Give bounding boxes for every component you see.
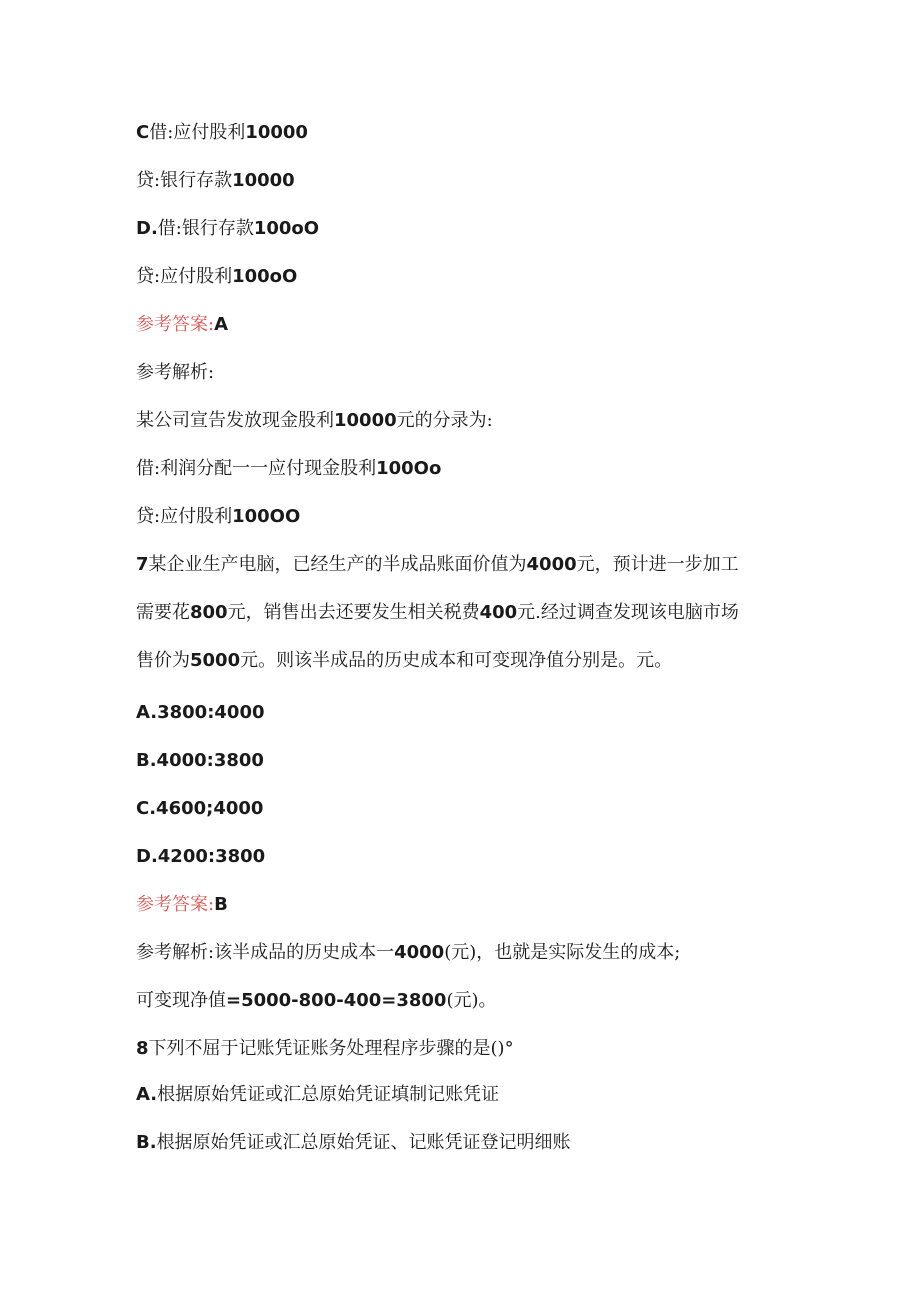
answer-line: [136, 312, 860, 338]
text-run: 元的分录为:: [396, 410, 493, 431]
text-run: 借:应付股利: [149, 122, 246, 143]
text-line: [136, 988, 860, 1014]
text-run: 参考答案:: [136, 314, 215, 335]
bold-run: 100oO: [253, 218, 320, 239]
text-run: 某企业生产电脑，已经生产的半成品账面价值为: [148, 554, 527, 575]
text-run: 贷:银行存款: [136, 170, 233, 191]
bold-run: 400: [479, 602, 518, 623]
bold-run: 100Oo: [376, 458, 442, 479]
bold-run: 100oO: [232, 266, 298, 287]
bold-run: A: [214, 314, 229, 335]
text-run: 元，预计进一步加工: [576, 554, 739, 575]
bold-run: C.4600;4000: [136, 798, 264, 819]
text-run: (元)，也就是实际发生的成本;: [444, 942, 681, 963]
bold-run: 5000: [190, 650, 241, 671]
text-run: (元)。: [446, 990, 497, 1011]
answer-line: [136, 892, 860, 918]
text-run: 元。则该半成品的历史成本和可变现净值分别是。元。: [240, 650, 673, 671]
bold-run: 10000: [232, 170, 295, 191]
text-run: 下列不屈于记账凭证账务处理程序步骤的是()°: [148, 1038, 514, 1059]
bold-run: 7: [136, 554, 149, 575]
text-run: 根据原始凭证或汇总原始凭证、记账凭证登记明细账: [156, 1132, 571, 1153]
text-run: 参考解析:该半成品的历史成本一: [136, 942, 395, 963]
text-line: [136, 700, 860, 726]
bold-run: 800: [190, 602, 228, 623]
text-run: 某公司宣告发放现金股利: [136, 410, 334, 431]
text-run: 贷:应付股利: [136, 266, 233, 287]
bold-run: 8: [136, 1038, 149, 1059]
text-line: [136, 552, 860, 578]
text-run: 元.经过调查发现该电脑市场: [517, 602, 739, 623]
bold-run: B.: [136, 1132, 157, 1153]
bold-run: 4000: [394, 942, 445, 963]
bold-run: B: [214, 894, 228, 915]
bold-run: =5000-800-400=3800: [226, 990, 447, 1011]
text-line: [136, 120, 860, 146]
text-run: 售价为: [136, 650, 190, 671]
text-line: [136, 1082, 860, 1108]
text-line: [136, 748, 860, 774]
bold-run: 100OO: [232, 506, 301, 527]
text-run: 根据原始凭证或汇总原始凭证填制记账凭证: [157, 1084, 500, 1105]
bold-run: 10000: [334, 410, 397, 431]
text-run: 元，销售出去还要发生相关税费: [227, 602, 480, 623]
text-line: [136, 504, 860, 530]
text-run: 参考解析:: [136, 362, 215, 383]
bold-run: 4000: [526, 554, 577, 575]
text-line: [136, 360, 860, 386]
text-line: [136, 1130, 860, 1156]
text-line: [136, 600, 860, 626]
text-line: [136, 940, 860, 966]
text-run: 借:利润分配一一应付现金股利: [136, 458, 377, 479]
text-line: [136, 648, 860, 674]
text-line: [136, 796, 860, 822]
bold-run: D.4200:3800: [136, 846, 266, 867]
text-line: [136, 216, 860, 242]
bold-run: A.3800:4000: [136, 702, 265, 723]
text-line: [136, 264, 860, 290]
text-run: 可变现净值: [136, 990, 226, 1011]
text-run: 贷:应付股利: [136, 506, 233, 527]
bold-run: D.: [136, 218, 158, 239]
text-line: [136, 408, 860, 434]
text-run: 借:银行存款: [157, 218, 254, 239]
text-line: [136, 456, 860, 482]
text-line: [136, 168, 860, 194]
text-run: 参考答案:: [136, 894, 215, 915]
text-line: [136, 844, 860, 870]
bold-run: A.: [136, 1084, 158, 1105]
text-line: [136, 1036, 860, 1062]
text-run: 需要花: [136, 602, 190, 623]
bold-run: 10000: [245, 122, 308, 143]
bold-run: C: [136, 122, 150, 143]
bold-run: B.4000:3800: [136, 750, 264, 771]
